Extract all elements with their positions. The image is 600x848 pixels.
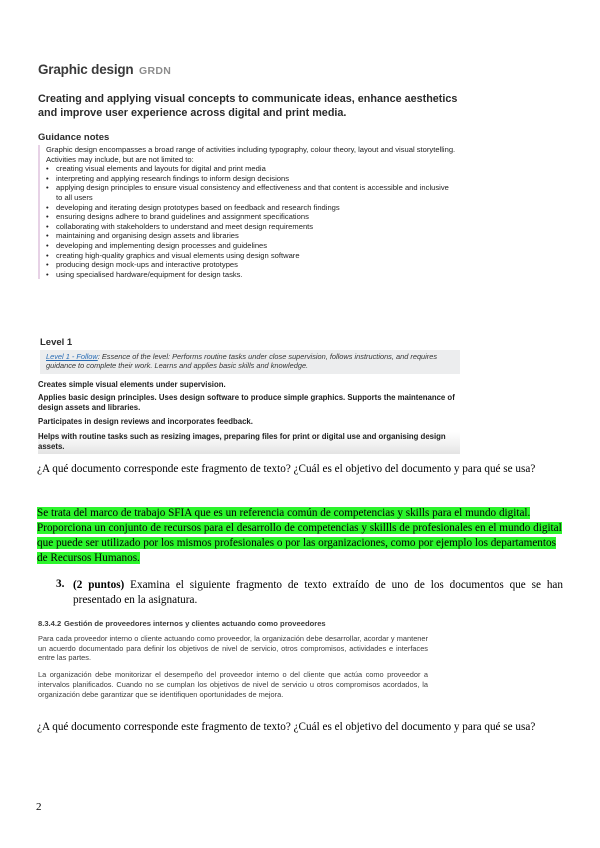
- level-fact: Creates simple visual elements under supervision.: [38, 380, 226, 389]
- activity-item: • collaborating with stakeholders to understand and meet design requirements: [46, 222, 456, 232]
- guidance-notes: [38, 132, 462, 279]
- level-title: Level 1: [40, 337, 73, 348]
- iso-section-heading: [38, 619, 428, 628]
- question-3-points: (2 puntos): [73, 579, 125, 591]
- guidance-title: Guidance notes: [38, 132, 110, 143]
- activities-list: [46, 164, 456, 279]
- highlighted-answer: Se trata del marco de trabajo SFIA que es un referencia común de competencias y skills para el mundo digital. Proporciona un conjunto de recursos para el desarrollo de competencias y skillls de profesionales en el mundo digital que puede ser utilizado por los mismos profesionales o por las organizaciones, como por ejemplo los departamentos de Recursos Humanos.: [37, 507, 562, 564]
- activity-item: • developing and iterating design prototypes based on feedback and research findings: [46, 203, 456, 213]
- iso-section-number: 8.3.4.2: [38, 619, 62, 628]
- iso-excerpt: [38, 619, 428, 699]
- activity-item: • maintaining and organising design assets and libraries: [46, 231, 456, 241]
- guidance-box: [38, 145, 456, 279]
- skill-description: Creating and applying visual concepts to communicate ideas, enhance aesthetics and improve user experience across digital and print media.: [38, 93, 458, 119]
- activity-item: • ensuring designs adhere to brand guidelines and assignment specifications: [46, 212, 456, 222]
- skill-title: [38, 62, 462, 77]
- level-description: [40, 350, 460, 374]
- activity-item: • interpreting and applying research findings to inform design decisions: [46, 174, 456, 184]
- activity-item: • applying design principles to ensure visual consistency and effectiveness and that content is accessible and inclusive to all users: [46, 183, 456, 202]
- sfia-excerpt: [38, 62, 462, 279]
- question-3-prompt: ¿A qué documento corresponde este fragmento de texto? ¿Cuál es el objetivo del documento y para qué se usa?: [37, 721, 536, 733]
- skill-code: GRDN: [139, 65, 172, 77]
- level-fact: Helps with routine tasks such as resizing images, preparing files for print or digital use and organising design assets.: [38, 432, 460, 454]
- question-3: [73, 578, 563, 608]
- activities-intro: Activities may include, but are not limited to:: [46, 154, 194, 164]
- answer-1: [37, 506, 563, 566]
- question-1-prompt: ¿A qué documento corresponde este fragmento de texto? ¿Cuál es el objetivo del documento y para qué se usa?: [37, 463, 536, 475]
- activity-item: • producing design mock-ups and interactive prototypes: [46, 260, 456, 270]
- iso-section-title: Gestión de proveedores internos y clientes actuando como proveedores: [64, 619, 326, 628]
- level-fact: Participates in design reviews and incorporates feedback.: [38, 417, 253, 426]
- level-link[interactable]: Level 1 - Follow: [46, 352, 98, 361]
- iso-paragraph: La organización debe monitorizar el desempeño del proveedor interno o del cliente que actúa como proveedor a intervalos planificados. Cuando no se cumplan los objetivos de nivel de servicio u otros compromisos acordados, la organización debe garantizar que se identifiquen oportunidades de mejora.: [38, 670, 428, 699]
- question-3-text: Examina el siguiente fragmento de texto extraído de uno de los documentos que se han presentado en la asignatura.: [73, 579, 563, 606]
- skill-name: Graphic design: [38, 62, 134, 77]
- level-fact: Applies basic design principles. Uses design software to produce simple graphics. Supports the maintenance of design assets and libraries.: [38, 393, 455, 412]
- level-text: : Essence of the level: Performs routine tasks under close supervision, follows instructions, and requires guidance to complete their work. Learns and applies basic skills and knowledge.: [46, 352, 438, 371]
- question-3-number: 3.: [56, 578, 65, 590]
- activity-item: • creating visual elements and layouts for digital and print media: [46, 164, 456, 174]
- activity-item: • developing and implementing design processes and guidelines: [46, 241, 456, 251]
- page-number: 2: [36, 801, 42, 813]
- activity-item: • creating high-quality graphics and visual elements using design software: [46, 251, 456, 261]
- activity-item: • using specialised hardware/equipment for design tasks.: [46, 270, 456, 280]
- iso-paragraph: Para cada proveedor interno o cliente actuando como proveedor, la organización debe desarrollar, acordar y mantener un acuerdo documentado para definir los objetivos de nivel de servicio, otros compromisos, actividades e interfaces entre las partes.: [38, 634, 428, 663]
- guidance-intro: Graphic design encompasses a broad range of activities including typography, colour theory, layout and visual storytelling.: [46, 145, 456, 154]
